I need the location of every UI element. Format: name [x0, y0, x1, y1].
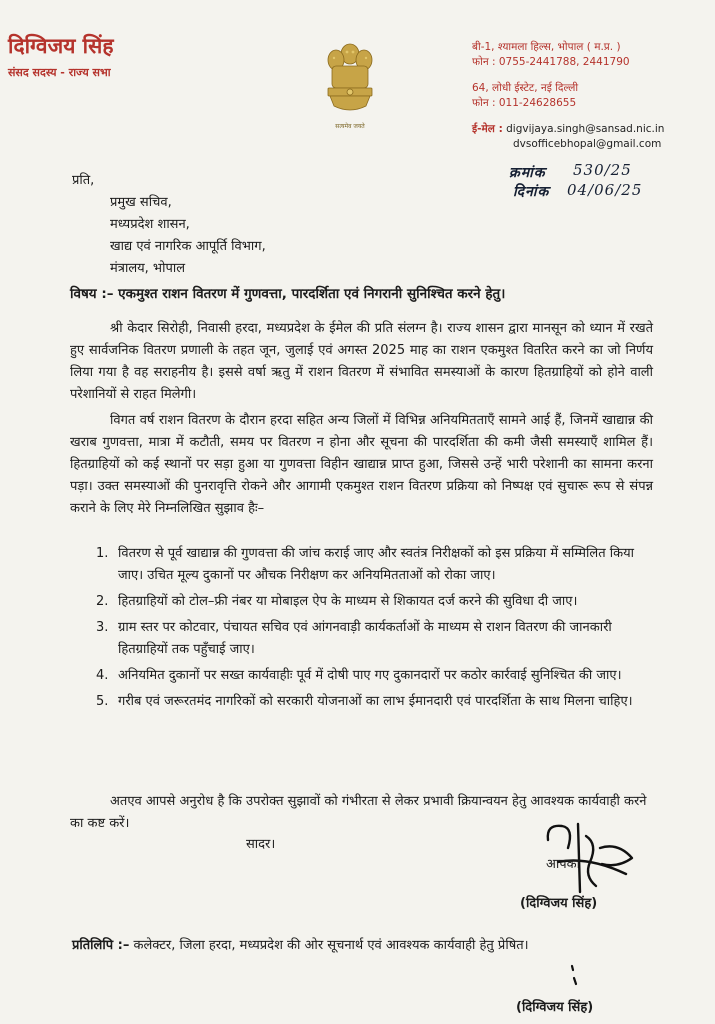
- email-primary[interactable]: digvijaya.singh@sansad.nic.in: [506, 123, 665, 135]
- body-paragraph-1: श्री केदार सिरोही, निवासी हरदा, मध्यप्रदेश के ईमेल की प्रति संलग्न है। राज्य शासन द्वारा मानसून को ध्यान में रखते हुए सार्वजनिक वितरण प्रणाली के तहत जून, जुलाई एवं अगस्त 2025 माह का राशन एकमुश्त वितरित करने का जो निर्णय लिया गया है वह सराहनीय है। इससे वर्षा ऋतु में राशन वितरण में संभावित समस्याओं के कारण हितग्राहियों को होने वाली परेशानियों से राहत मिलेगी।: [70, 321, 653, 402]
- suggestion-item: [96, 543, 651, 587]
- national-emblem: [318, 40, 382, 136]
- email-label: ई-मेल :: [472, 123, 503, 135]
- copy-text: कलेक्टर, जिला हरदा, मध्यप्रदेश की ओर सूचनार्थ एवं आवश्यक कार्यवाही हेतु प्रेषित।: [133, 938, 529, 953]
- suggestion-item: [96, 617, 651, 661]
- recipient-line-1: प्रमुख सचिव,: [110, 195, 172, 210]
- recipient-line-2: मध्यप्रदेश शासन,: [110, 217, 190, 232]
- lion-capital-icon: [318, 40, 382, 120]
- suggestion-number: 4.: [96, 668, 109, 683]
- sender-name: दिग्विजय सिंह: [8, 34, 114, 58]
- suggestion-number: 1.: [96, 546, 109, 561]
- reference-number-label: क्रमांक: [509, 165, 546, 181]
- copy-signatory-name: (दिग्विजय सिंह): [516, 1000, 594, 1015]
- suggestion-item: [96, 691, 651, 713]
- body-paragraph-2: विगत वर्ष राशन वितरण के दौरान हरदा सहित अन्य जिलों में विभिन्न अनियमितताएँ सामने आई हैं, जिनमें खाद्यान्न की खराब गुणवत्ता, मात्रा में कटौती, समय पर वितरण न होना और सूचना की पारदर्शिता की कमी जैसी समस्याएँ शामिल हैं। हितग्राहियों को कई स्थानों पर सड़ा हुआ या गुणवत्ता विहीन खाद्यान्न प्राप्त हुआ, जिससे उन्हें भारी परेशानी का सामना करना पड़ा। उक्त समस्याओं की पुनरावृत्ति रोकने और आगामी एकमुश्त राशन वितरण प्रक्रिया को निष्पक्ष एवं सुचारू रूप से संपन्न कराने के लिए मेरे निम्नलिखित सुझाव हैः–: [70, 413, 653, 516]
- suggestion-text: अनियमित दुकानों पर सख्त कार्यवाहीः पूर्व में दोषी पाए गए दुकानदारों पर कठोर कार्रवाई सुनिश्चित की जाए।: [118, 668, 622, 683]
- initial-mark-icon: [560, 960, 590, 990]
- suggestion-number: 3.: [96, 620, 109, 635]
- email-secondary[interactable]: dvsofficebhopal@gmail.com: [513, 138, 662, 150]
- closing-paragraph: अतएव आपसे अनुरोध है कि उपरोक्त सुझावों को गंभीरता से लेकर प्रभावी क्रियान्वयन हेतु आवश्यक कार्यवाही करने का कष्ट करें।: [70, 794, 647, 831]
- suggestion-text: गरीब एवं जरूरतमंद नागरिकों को सरकारी योजनाओं का लाभ ईमानदारी एवं पारदर्शिता के साथ मिलना चाहिए।: [118, 694, 633, 709]
- suggestions-list: [96, 543, 651, 717]
- address-delhi: 64, लोधी ईस्टेट, नई दिल्ली: [472, 82, 579, 94]
- reference-date-label: दिनांक: [513, 184, 550, 200]
- phone-bhopal: फोन : 0755-2441788, 2441790: [472, 56, 630, 68]
- email-row: [472, 122, 712, 137]
- phone-delhi: फोन : 011-24628655: [472, 97, 577, 109]
- copy-to-line: [72, 935, 529, 953]
- suggestion-item: [96, 665, 651, 687]
- reference-number: 530/25: [573, 161, 632, 179]
- recipient-line-4: मंत्रालय, भोपाल: [110, 261, 186, 276]
- address-bhopal: बी-1, श्यामला हिल्स, भोपाल ( म.प्र. ): [472, 41, 621, 53]
- signature-yours: आपका: [546, 857, 581, 872]
- suggestion-text: हितग्राहियों को टोल–फ्री नंबर या मोबाइल ऐप के माध्यम से शिकायत दर्ज करने की सुविधा दी जाए।: [118, 594, 578, 609]
- reference-date: 04/06/25: [567, 181, 643, 199]
- letterhead-address-block: [472, 40, 712, 152]
- suggestion-item: [96, 591, 651, 613]
- emblem-motto: सत्यमेव जयते: [335, 123, 365, 130]
- copy-label: प्रतिलिपि :–: [72, 938, 130, 953]
- recipient-block: [72, 170, 266, 280]
- suggestion-text: ग्राम स्तर पर कोटवार, पंचायत सचिव एवं आंगनवाड़ी कार्यकर्ताओं के माध्यम से राशन वितरण की जानकारी हितग्राहियों तक पहुँचाई जाए।: [118, 620, 612, 657]
- suggestion-number: 2.: [96, 594, 109, 609]
- sender-designation: संसद सदस्य - राज्य सभा: [8, 66, 111, 79]
- letter-subject: विषय :– एकमुश्त राशन वितरण में गुणवत्ता, पारदर्शिता एवं निगरानी सुनिश्चित करने हेतु।: [70, 286, 506, 302]
- recipient-salutation: प्रति,: [72, 173, 95, 188]
- suggestion-number: 5.: [96, 694, 109, 709]
- suggestion-text: वितरण से पूर्व खाद्यान्न की गुणवत्ता की जांच कराई जाए और स्वतंत्र निरीक्षकों को इस प्रक्रिया में सम्मिलित किया जाए। उचित मूल्य दुकानों पर औचक निरीक्षण कर अनियमितताओं को रोका जाए।: [118, 546, 635, 583]
- closing-respect: सादर।: [246, 837, 276, 852]
- recipient-line-3: खाद्य एवं नागरिक आपूर्ति विभाग,: [110, 239, 266, 254]
- signatory-name: (दिग्विजय सिंह): [520, 896, 598, 911]
